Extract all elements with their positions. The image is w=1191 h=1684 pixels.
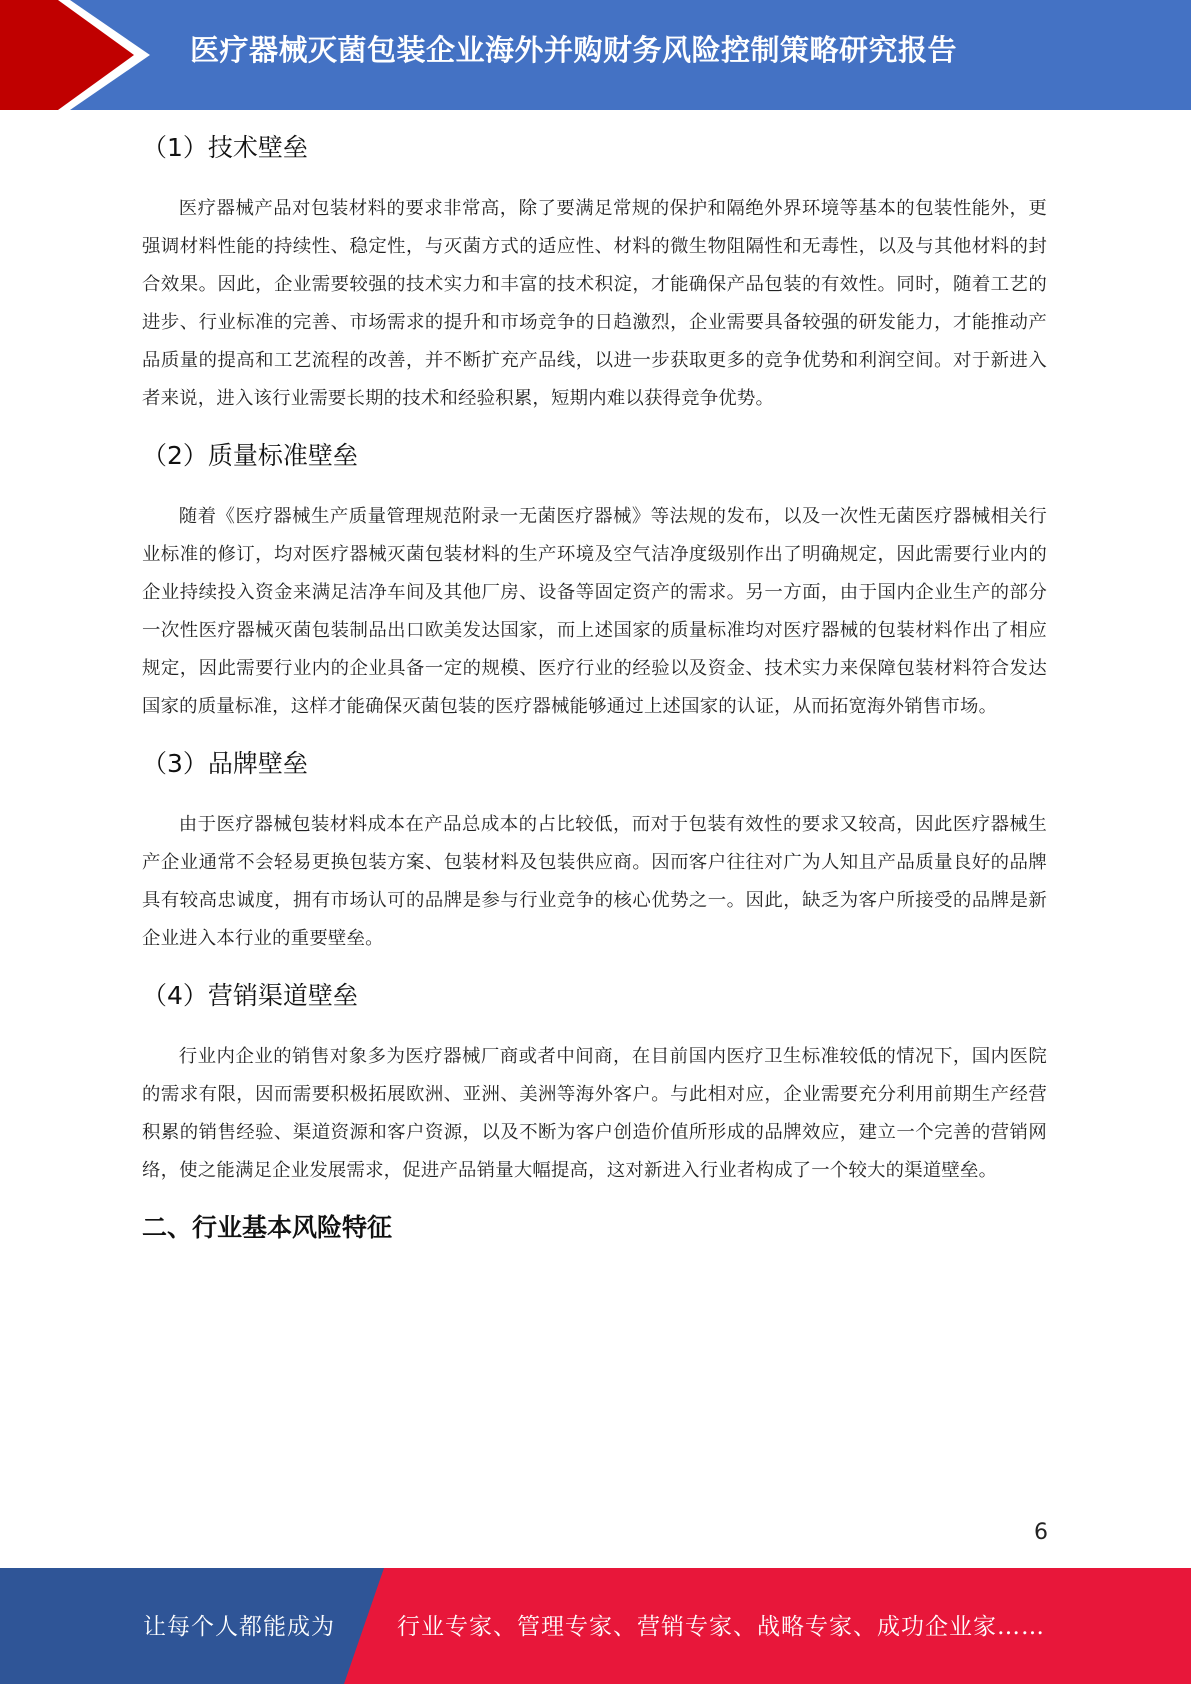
section-heading: （1）技术壁垒 xyxy=(142,133,308,162)
section-heading: （3）品牌壁垒 xyxy=(142,749,308,778)
section-brand-barrier xyxy=(142,744,1047,976)
footer-slogan-left: 让每个人都能成为 xyxy=(143,1614,335,1640)
section-paragraph: 行业内企业的销售对象多为医疗器械厂商或者中间商，在目前国内医疗卫生标准较低的情况下，国内医院的需求有限，因而需要积极拓展欧洲、亚洲、美洲等海外客户。与此相对应，企业需要充分利用前期生产经营积累的销售经验、渠道资源和客户资源，以及不断为客户创造价值所形成的品牌效应，建立一个完善的营销网络，使之能满足企业发展需求，促进产品销量大幅提高，这对新进入行业者构成了一个较大的渠道壁垒。 xyxy=(142,1046,1047,1181)
page-footer xyxy=(0,1568,1191,1684)
header-arrow-icon xyxy=(0,0,160,110)
header-arrow-red xyxy=(0,0,134,110)
section-paragraph: 由于医疗器械包装材料成本在产品总成本的占比较低，而对于包装有效性的要求又较高，因此医疗器械生产企业通常不会轻易更换包装方案、包装材料及包装供应商。因而客户往往对广为人知且产品质量良好的品牌具有较高忠诚度，拥有市场认可的品牌是参与行业竞争的核心优势之一。因此，缺乏为客户所接受的品牌是新企业进入本行业的重要壁垒。 xyxy=(142,814,1047,949)
document-body xyxy=(142,128,1047,1248)
report-title: 医疗器械灭菌包装企业海外并购财务风险控制策略研究报告 xyxy=(190,33,958,67)
section-paragraph: 医疗器械产品对包装材料的要求非常高，除了要满足常规的保护和隔绝外界环境等基本的包装性能外，更强调材料性能的持续性、稳定性，与灭菌方式的适应性、材料的微生物阻隔性和无毒性，以及与其他材料的封合效果。因此，企业需要较强的技术实力和丰富的技术积淀，才能确保产品包装的有效性。同时，随着工艺的进步、行业标准的完善、市场需求的提升和市场竞争的日趋激烈，企业需要具备较强的研发能力，才能推动产品质量的提高和工艺流程的改善，并不断扩充产品线，以进一步获取更多的竞争优势和利润空间。对于新进入者来说，进入该行业需要长期的技术和经验积累，短期内难以获得竞争优势。 xyxy=(142,198,1047,409)
section-paragraph: 随着《医疗器械生产质量管理规范附录一无菌医疗器械》等法规的发布，以及一次性无菌医疗器械相关行业标准的修订，均对医疗器械灭菌包装材料的生产环境及空气洁净度级别作出了明确规定，因此需要行业内的企业持续投入资金来满足洁净车间及其他厂房、设备等固定资产的需求。另一方面，由于国内企业生产的部分一次性医疗器械灭菌包装制品出口欧美发达国家，而上述国家的质量标准均对医疗器械的包装材料作出了相应规定，因此需要行业内的企业具备一定的规模、医疗行业的经验以及资金、技术实力来保障包装材料符合发达国家的质量标准，这样才能确保灭菌包装的医疗器械能够通过上述国家的认证，从而拓宽海外销售市场。 xyxy=(142,506,1047,717)
section-technology-barrier xyxy=(142,128,1047,436)
page-number: 6 xyxy=(1034,1520,1048,1545)
section-quality-standard-barrier xyxy=(142,436,1047,744)
section-heading: （4）营销渠道壁垒 xyxy=(142,981,358,1010)
footer-slogan-right: 行业专家、管理专家、营销专家、战略专家、成功企业家…… xyxy=(397,1614,1045,1640)
chapter-heading: 二、行业基本风险特征 xyxy=(142,1213,393,1242)
section-marketing-channel-barrier xyxy=(142,976,1047,1208)
page-header xyxy=(0,0,1191,110)
section-heading: （2）质量标准壁垒 xyxy=(142,441,358,470)
